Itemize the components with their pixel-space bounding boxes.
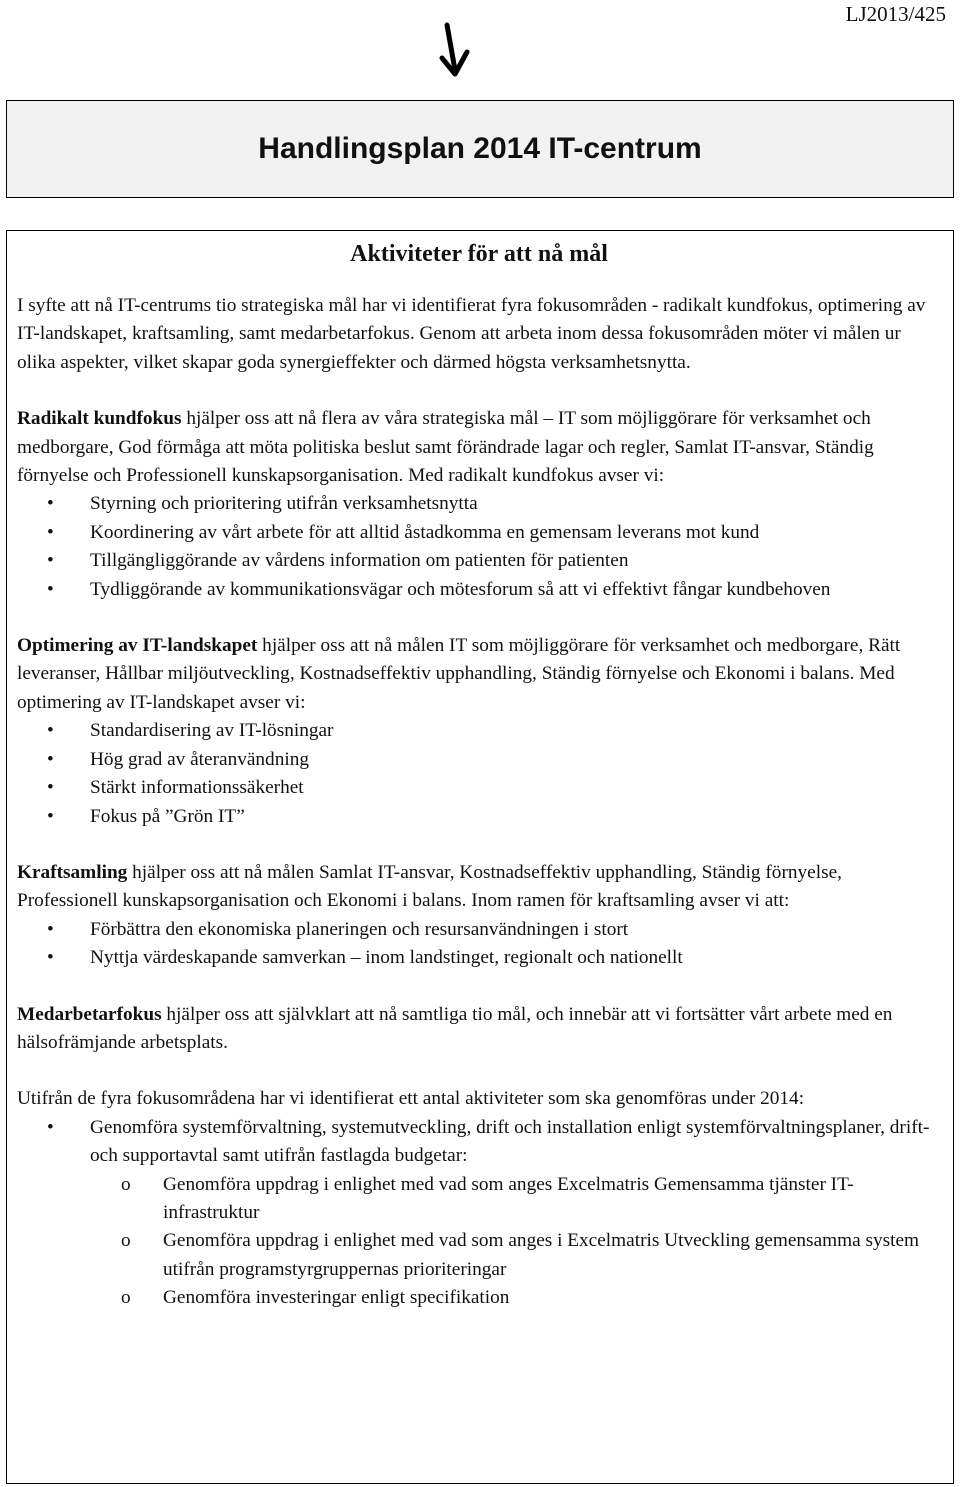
circle-bullet-icon: o	[121, 1287, 131, 1309]
list-item: • Genomföra systemförvaltning, systemutveckling, drift och installation enligt systemförvaltningsplaner, drift- och supportavtal samt utifrån fastlagda budgetar:	[17, 1114, 941, 1171]
list-item: o Genomföra investeringar enligt specifikation	[17, 1284, 941, 1312]
focus-text: hjälper oss att självklart att nå samtliga tio mål, och innebär att vi fortsätter vårt arbete med en hälsofrämjande arbetsplats.	[17, 1003, 893, 1053]
bullet-list	[17, 1114, 941, 1171]
bullet-icon: •	[47, 805, 54, 827]
bullet-icon: •	[47, 947, 54, 969]
focus-text: hjälper oss att nå målen IT som möjliggörare för verksamhet och medborgare, Rätt leveranser, Hållbar miljöutveckling, Kostnadseffektiv upphandling, Ständig förnyelse och Ekonomi i balans. Med optimering av IT-landskapet avser vi:	[17, 635, 901, 713]
section-heading: Aktiviteter för att nå mål	[350, 241, 608, 267]
list-item: o Genomföra uppdrag i enlighet med vad som anges Excelmatris Gemensamma tjänster IT-infrastruktur	[17, 1171, 941, 1228]
focus-term: Optimering av IT-landskapet	[17, 635, 258, 657]
list-item: • Förbättra den ekonomiska planeringen och resursanvändningen i stort	[17, 916, 941, 944]
focus-text: hjälper oss att nå målen Samlat IT-ansvar, Kostnadseffektiv upphandling, Ständig förnyelse, Professionell kunskapsorganisation och Ekonomi i balans. Inom ramen för kraftsamling avser vi att:	[17, 861, 842, 912]
focus-optimering	[17, 632, 941, 717]
content-box	[6, 230, 954, 1484]
bullet-icon: •	[47, 493, 54, 515]
bullet-icon: •	[47, 777, 54, 799]
list-item: • Tydliggörande av kommunikationsvägar och mötesforum så att vi effektivt fångar kundbehoven	[17, 576, 941, 604]
focus-medarbetarfokus	[17, 1001, 941, 1058]
sub-bullet-list	[17, 1171, 941, 1313]
document-reference: LJ2013/425	[845, 2, 946, 26]
intro-paragraph: I syfte att nå IT-centrums tio strategiska mål har vi identifierat fyra fokusområden - radikalt kundfokus, optimering av IT-landskapet, kraftsamling, samt medarbetarfokus. Genom att arbeta inom dessa fokusområden möter vi målen ur olika aspekter, vilket skapar goda synergieffekter och därmed högsta verksamhetsnytta.	[17, 295, 926, 373]
circle-bullet-icon: o	[121, 1230, 131, 1252]
list-item: • Nyttja värdeskapande samverkan – inom landstinget, regionalt och nationellt	[17, 944, 941, 972]
bullet-icon: •	[47, 521, 54, 543]
bullet-icon: •	[47, 720, 54, 742]
bullet-icon: •	[47, 550, 54, 572]
bullet-list	[17, 717, 941, 831]
list-item: • Standardisering av IT-lösningar	[17, 717, 941, 745]
bullet-list	[17, 490, 941, 604]
circle-bullet-icon: o	[121, 1173, 131, 1195]
arrow-down-icon	[438, 22, 472, 78]
focus-radikalt-kundfokus	[17, 405, 941, 490]
focus-term: Kraftsamling	[17, 861, 128, 883]
list-item: o Genomföra uppdrag i enlighet med vad som anges i Excelmatris Utveckling gemensamma system utifrån programstyrgruppernas prioriteringar	[17, 1227, 941, 1284]
focus-text: hjälper oss att nå flera av våra strategiska mål – IT som möjliggörare för verksamhet och medborgare, God förmåga att möta politiska beslut samt förändrade lagar och regler, Samlat IT-ansvar, Ständig förnyelse och Professionell kunskapsorganisation. Med radikalt kundfokus avser vi:	[17, 408, 874, 487]
list-item: • Stärkt informationssäkerhet	[17, 774, 941, 802]
list-item: • Tillgängliggörande av vårdens information om patienten för patienten	[17, 547, 941, 575]
bullet-icon: •	[47, 1116, 54, 1138]
list-item: • Hög grad av återanvändning	[17, 746, 941, 774]
list-item: • Styrning och prioritering utifrån verksamhetsnytta	[17, 490, 941, 518]
bullet-list	[17, 916, 941, 973]
focus-term: Radikalt kundfokus	[17, 408, 182, 430]
list-item: • Koordinering av vårt arbete för att alltid åstadkomma en gemensam leverans mot kund	[17, 519, 941, 547]
bullet-icon: •	[47, 578, 54, 600]
focus-kraftsamling	[17, 859, 941, 916]
page-title: Handlingsplan 2014 IT-centrum	[258, 132, 702, 165]
list-item: • Fokus på ”Grön IT”	[17, 803, 941, 831]
title-box	[6, 100, 954, 198]
bullet-icon: •	[47, 748, 54, 770]
activities-intro: Utifrån de fyra fokusområdena har vi identifierat ett antal aktiviteter som ska genomföras under 2014:	[17, 1088, 805, 1110]
focus-term: Medarbetarfokus	[17, 1003, 162, 1025]
bullet-icon: •	[47, 918, 54, 940]
